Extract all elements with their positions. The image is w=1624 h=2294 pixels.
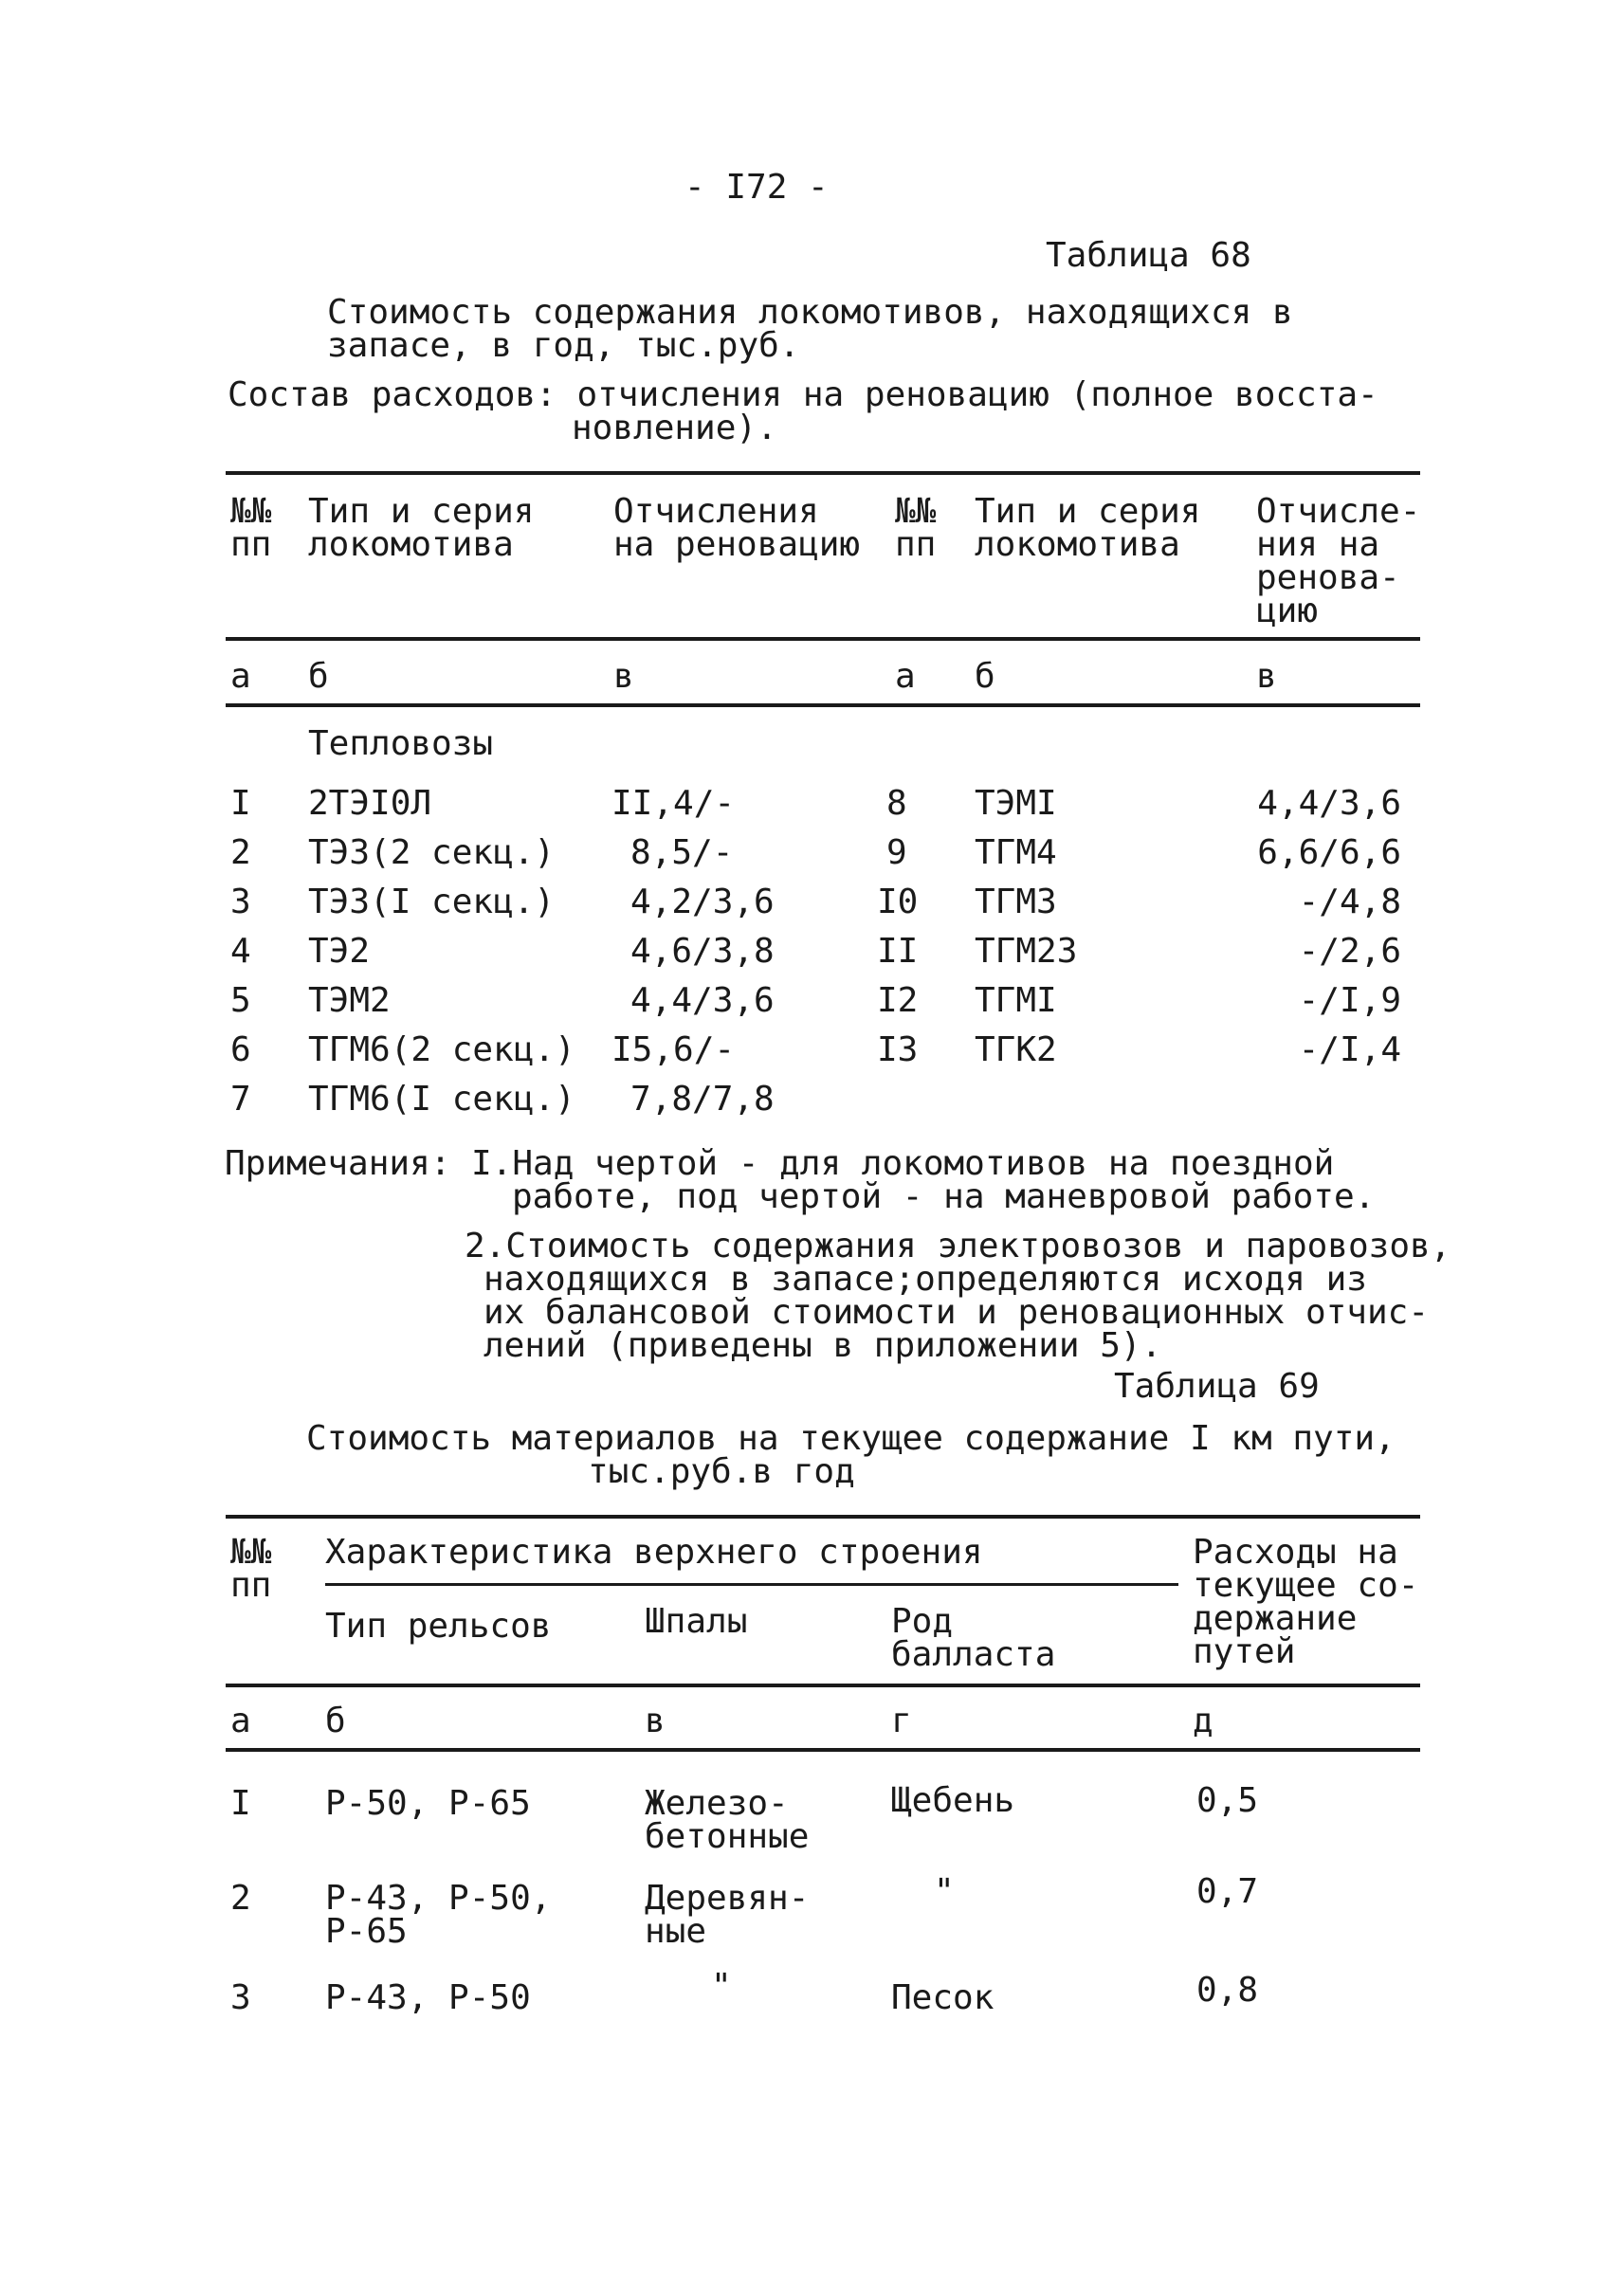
col-letter-a: а (230, 657, 251, 696)
characteristic-underline (325, 1583, 1178, 1586)
row-cost: 0,8 (1196, 1971, 1259, 2010)
row-sleepers-line-2: ные (645, 1912, 707, 1951)
row-value: 4,2/3,6 (630, 883, 775, 921)
col-letter-v: в (613, 657, 634, 696)
row-type: ТГМ4 (975, 833, 1057, 872)
note-2-line-3: их балансовой стоимости и реновационных отчис- (484, 1293, 1429, 1332)
note-2-line-2: находящихся в запасе;определяются исходя из (484, 1260, 1367, 1299)
header-renovation-right-1: Отчисле- (1256, 492, 1421, 531)
row-sleepers-line-1: Деревян- (645, 1879, 810, 1918)
row-type: ТГМ6(I секц.) (308, 1080, 575, 1119)
table-68-header-rule (226, 637, 1420, 641)
row-type: ТГМ3 (975, 883, 1057, 921)
note-1-line-2: работе, под чертой - на маневровой работе. (512, 1177, 1376, 1216)
row-value: 4,4/3,6 (630, 981, 775, 1020)
table-69-label: Таблица 69 (1114, 1367, 1320, 1406)
row-type: ТГМ23 (975, 932, 1078, 971)
row-value: 4,4/3,6 (1257, 784, 1401, 823)
row-num: 3 (230, 1978, 251, 2017)
header-characteristic: Характеристика верхнего строения (325, 1533, 983, 1572)
row-rails-line-1: Р-50, Р-65 (325, 1784, 531, 1823)
table-69-title-line-1: Стоимость материалов на текущее содержание I км пути, (306, 1419, 1396, 1458)
row-rails-line-1: Р-43, Р-50 (325, 1978, 531, 2017)
composition-line-1: Состав расходов: отчисления на реновацию (полное восста- (228, 375, 1378, 414)
row-type: ТГК2 (975, 1030, 1057, 1069)
row-type: ТЭ2 (308, 932, 371, 971)
row-num: 4 (230, 932, 251, 971)
table-68-label: Таблица 68 (1046, 236, 1251, 275)
header-type-2: локомотива (308, 525, 514, 564)
table-69-header-rule (226, 1684, 1420, 1687)
header-cost-1: Расходы на (1193, 1533, 1398, 1572)
row-cost: 0,5 (1196, 1781, 1259, 1820)
row-type: ТЭМI (975, 784, 1057, 823)
header-cost-4: путей (1193, 1632, 1296, 1671)
row-type: 2ТЭI0Л (308, 784, 432, 823)
col-letter-a: а (230, 1702, 251, 1740)
row-num: I (230, 1784, 251, 1823)
header-renovation-2: на реновацию (613, 525, 861, 564)
row-num: I3 (877, 1030, 919, 1069)
row-value: I5,6/- (611, 1030, 736, 1069)
row-rails-line-2: Р-65 (325, 1912, 408, 1951)
row-num: 5 (230, 981, 251, 1020)
row-sleepers-line-1: Железо- (645, 1784, 789, 1823)
row-value: -/4,8 (1298, 883, 1401, 921)
row-num: I (230, 784, 251, 823)
row-num: I0 (877, 883, 919, 921)
header-num-right-2: пп (895, 525, 937, 564)
header-renovation-right-2: ния на (1256, 525, 1380, 564)
row-value: 6,6/6,6 (1257, 833, 1401, 872)
row-num: 7 (230, 1080, 251, 1119)
header-num-1: №№ (230, 492, 272, 531)
col-letter-b-right: б (975, 657, 995, 696)
row-type: ТГМI (975, 981, 1057, 1020)
row-value: -/I,9 (1298, 981, 1401, 1020)
col-letter-v-right: в (1256, 657, 1277, 696)
row-type: ТГМ6(2 секц.) (308, 1030, 575, 1069)
col-letter-b: б (308, 657, 329, 696)
note-1-line-1: I.Над чертой - для локомотивов на поездной (471, 1144, 1335, 1183)
header-num-right-1: №№ (895, 492, 937, 531)
row-ballast: Щебень (891, 1781, 1015, 1820)
section-heading: Тепловозы (308, 724, 494, 763)
row-value: 7,8/7,8 (630, 1080, 775, 1119)
col-letter-d: д (1193, 1702, 1213, 1740)
header-renovation-right-3: ренова- (1256, 558, 1400, 597)
row-type: ТЭ3(2 секц.) (308, 833, 556, 872)
notes-label: Примечания: (225, 1144, 451, 1183)
row-value: -/2,6 (1298, 932, 1401, 971)
table-68-title-line-2: запасе, в год, тыс.руб. (327, 326, 800, 365)
row-num: 6 (230, 1030, 251, 1069)
row-value: -/I,4 (1298, 1030, 1401, 1069)
header-num-1: №№ (230, 1533, 272, 1572)
row-num: 2 (230, 833, 251, 872)
header-num-2: пп (230, 1566, 272, 1605)
row-ballast: " (934, 1872, 955, 1911)
row-rails-line-1: Р-43, Р-50, (325, 1879, 552, 1918)
row-num: 2 (230, 1879, 251, 1918)
row-sleepers-line-1: " (711, 1967, 732, 2006)
row-value: II,4/- (611, 784, 736, 823)
col-letter-g: г (891, 1702, 912, 1740)
table-69-letters-rule (226, 1748, 1420, 1752)
header-renovation-right-4: цию (1256, 592, 1319, 630)
header-cost-2: текущее со- (1193, 1566, 1419, 1605)
header-type-right-1: Тип и серия (975, 492, 1201, 531)
table-68-title-line-1: Стоимость содержания локомотивов, находящихся в (327, 293, 1293, 332)
row-value: 4,6/3,8 (630, 932, 775, 971)
table-68-letters-rule (226, 703, 1420, 707)
row-num: I2 (877, 981, 919, 1020)
row-num: 3 (230, 883, 251, 921)
row-ballast: Песок (891, 1978, 994, 2017)
row-type: ТЭМ2 (308, 981, 391, 1020)
header-renovation-1: Отчисления (613, 492, 819, 531)
header-ballast-1: Род (891, 1602, 954, 1641)
note-2-line-4: лений (приведены в приложении 5). (484, 1326, 1162, 1365)
header-sleepers: Шпалы (645, 1602, 748, 1641)
header-type-right-2: локомотива (975, 525, 1180, 564)
col-letter-v: в (645, 1702, 666, 1740)
header-rails: Тип рельсов (325, 1607, 552, 1646)
header-ballast-2: балласта (891, 1635, 1056, 1674)
row-num: 8 (886, 784, 907, 823)
table-69-top-rule (226, 1515, 1420, 1519)
col-letter-a-right: а (895, 657, 916, 696)
row-cost: 0,7 (1196, 1872, 1259, 1911)
col-letter-b: б (325, 1702, 346, 1740)
row-num: 9 (886, 833, 907, 872)
header-cost-3: держание (1193, 1599, 1358, 1638)
note-2-line-1: 2.Стоимость содержания электровозов и паровозов, (465, 1227, 1451, 1265)
table-69-title-line-2: тыс.руб.в год (588, 1452, 855, 1491)
row-type: ТЭ3(I секц.) (308, 883, 556, 921)
row-value: 8,5/- (630, 833, 734, 872)
page-number: - I72 - (684, 168, 829, 207)
row-sleepers-line-2: бетонные (645, 1817, 810, 1856)
header-type-1: Тип и серия (308, 492, 535, 531)
composition-line-2: новление). (572, 409, 777, 447)
table-68-top-rule (226, 471, 1420, 475)
header-num-2: пп (230, 525, 272, 564)
row-num: II (877, 932, 919, 971)
